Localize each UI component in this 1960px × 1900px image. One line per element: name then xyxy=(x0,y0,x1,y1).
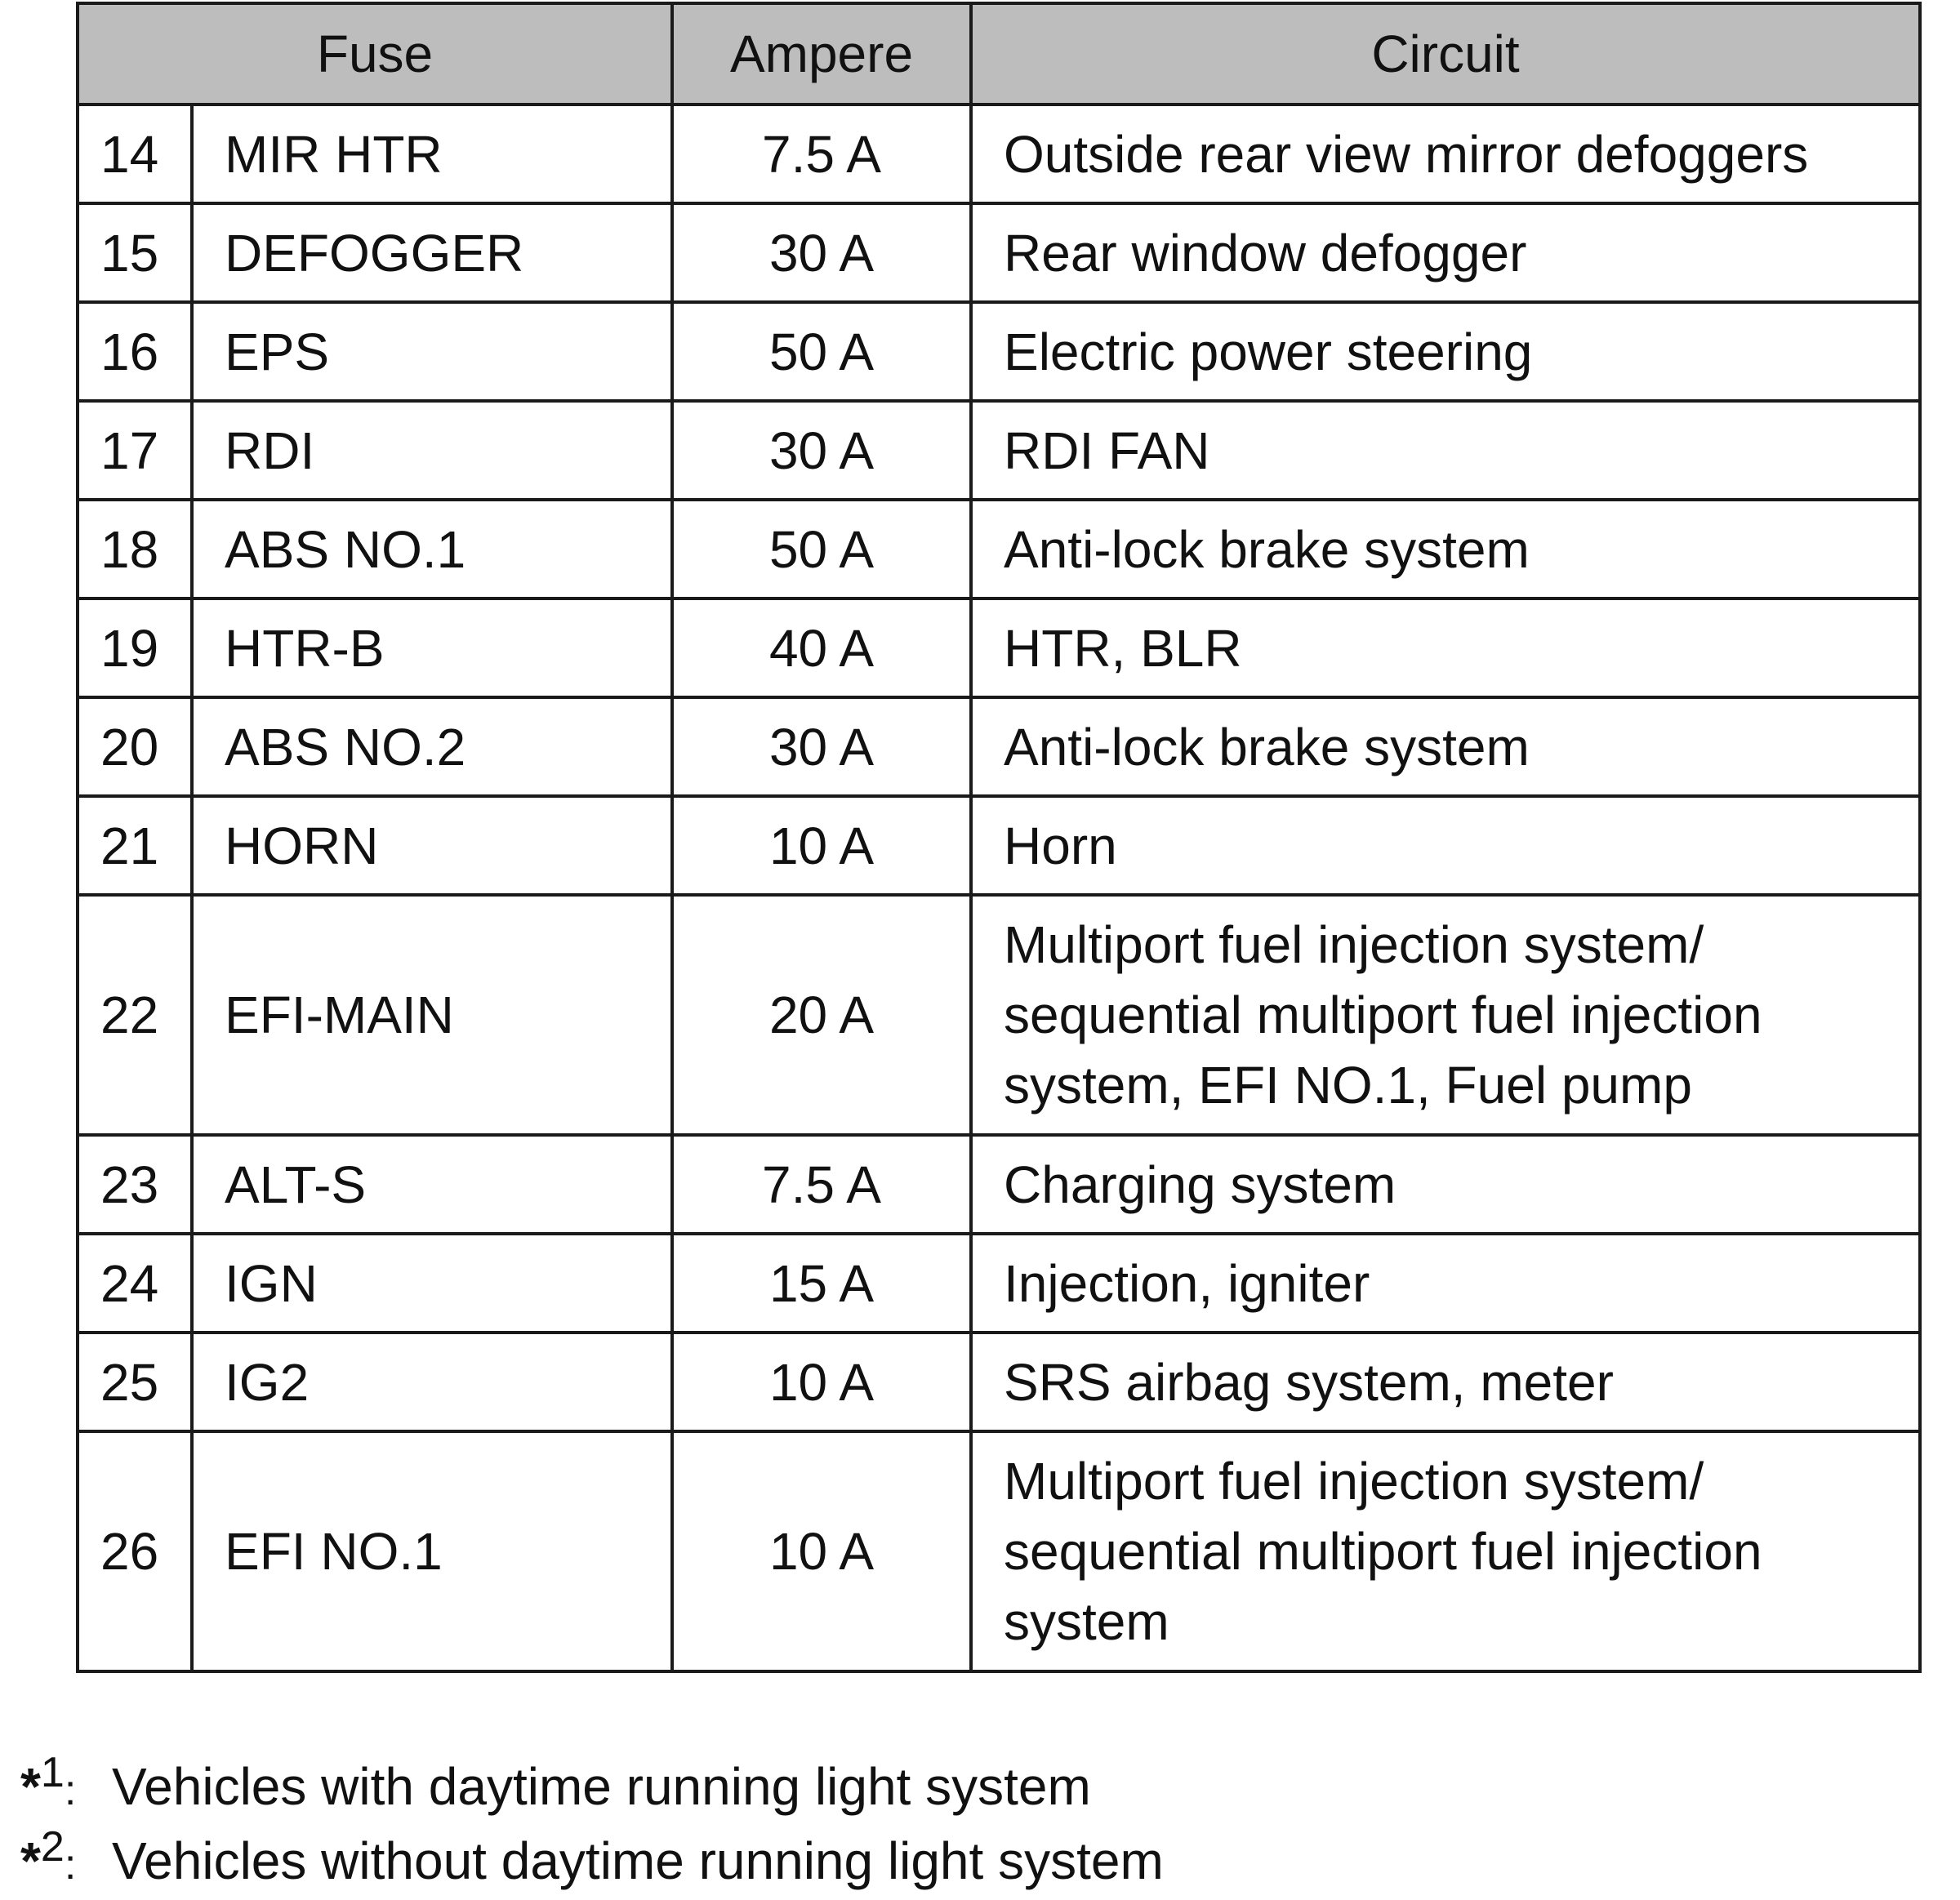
fuse-number: 16 xyxy=(78,302,192,401)
fuse-number: 20 xyxy=(78,697,192,796)
fuse-table xyxy=(76,2,1922,1673)
fuse-name: RDI xyxy=(192,401,672,500)
fuse-circuit: Multiport fuel injection system/ sequential multiport fuel injection system xyxy=(971,1431,1920,1671)
fuse-number: 18 xyxy=(78,500,192,598)
header-ampere: Ampere xyxy=(672,3,971,105)
table-row xyxy=(78,500,1920,598)
fuse-circuit: Rear window defogger xyxy=(971,203,1920,302)
fuse-name: ABS NO.2 xyxy=(192,697,672,796)
fuse-circuit: Horn xyxy=(971,796,1920,895)
fuse-circuit: Outside rear view mirror defoggers xyxy=(971,105,1920,203)
footnote-text: Vehicles with daytime running light system xyxy=(112,1757,1091,1816)
table-row xyxy=(78,1431,1920,1671)
fuse-ampere: 10 A xyxy=(672,1431,971,1671)
fuse-circuit: RDI FAN xyxy=(971,401,1920,500)
table-row xyxy=(78,1135,1920,1234)
fuse-name: EFI NO.1 xyxy=(192,1431,672,1671)
table-row xyxy=(78,796,1920,895)
fuse-circuit: Charging system xyxy=(971,1135,1920,1234)
fuse-number: 21 xyxy=(78,796,192,895)
footnote-marker xyxy=(20,1823,112,1900)
asterisk-icon: * xyxy=(20,1757,41,1816)
footnotes xyxy=(20,1751,1899,1900)
fuse-name: ALT-S xyxy=(192,1135,672,1234)
asterisk-icon: * xyxy=(20,1831,41,1890)
fuse-name: IGN xyxy=(192,1234,672,1333)
fuse-name: EPS xyxy=(192,302,672,401)
table-row xyxy=(78,598,1920,697)
fuse-number: 22 xyxy=(78,895,192,1135)
fuse-ampere: 30 A xyxy=(672,697,971,796)
fuse-ampere: 10 A xyxy=(672,796,971,895)
table-row xyxy=(78,895,1920,1135)
footnote xyxy=(20,1751,1899,1826)
fuse-circuit: Multiport fuel injection system/ sequential multiport fuel injection system, EFI NO.1, Fuel pump xyxy=(971,895,1920,1135)
fuse-number: 24 xyxy=(78,1234,192,1333)
header-circuit: Circuit xyxy=(971,3,1920,105)
table-row xyxy=(78,1333,1920,1431)
fuse-name: IG2 xyxy=(192,1333,672,1431)
fuse-number: 14 xyxy=(78,105,192,203)
fuse-circuit: Injection, igniter xyxy=(971,1234,1920,1333)
table-row xyxy=(78,105,1920,203)
fuse-circuit: Anti-lock brake system xyxy=(971,500,1920,598)
table-row xyxy=(78,697,1920,796)
footnote-number: 2 xyxy=(40,1823,65,1871)
fuse-name: HORN xyxy=(192,796,672,895)
fuse-number: 19 xyxy=(78,598,192,697)
table-row xyxy=(78,1234,1920,1333)
fuse-ampere: 30 A xyxy=(672,203,971,302)
header-fuse: Fuse xyxy=(78,3,672,105)
fuse-name: DEFOGGER xyxy=(192,203,672,302)
footnote-text: Vehicles without daytime running light system xyxy=(112,1831,1164,1890)
fuse-name: ABS NO.1 xyxy=(192,500,672,598)
footnote-marker xyxy=(20,1751,112,1826)
fuse-number: 17 xyxy=(78,401,192,500)
fuse-name: MIR HTR xyxy=(192,105,672,203)
fuse-circuit: HTR, BLR xyxy=(971,598,1920,697)
footnote-colon: : xyxy=(64,1841,77,1889)
fuse-ampere: 40 A xyxy=(672,598,971,697)
footnote-number: 1 xyxy=(40,1749,65,1796)
footnote xyxy=(20,1823,1899,1900)
fuse-ampere: 10 A xyxy=(672,1333,971,1431)
fuse-circuit: Electric power steering xyxy=(971,302,1920,401)
fuse-number: 25 xyxy=(78,1333,192,1431)
fuse-ampere: 30 A xyxy=(672,401,971,500)
fuse-number: 26 xyxy=(78,1431,192,1671)
fuse-circuit: SRS airbag system, meter xyxy=(971,1333,1920,1431)
fuse-ampere: 50 A xyxy=(672,500,971,598)
fuse-ampere: 50 A xyxy=(672,302,971,401)
table-row xyxy=(78,203,1920,302)
fuse-circuit: Anti-lock brake system xyxy=(971,697,1920,796)
fuse-number: 23 xyxy=(78,1135,192,1234)
table-row xyxy=(78,401,1920,500)
footnote-colon: : xyxy=(64,1767,77,1814)
fuse-name: HTR-B xyxy=(192,598,672,697)
fuse-name: EFI-MAIN xyxy=(192,895,672,1135)
table-header-row xyxy=(78,3,1920,105)
fuse-ampere: 7.5 A xyxy=(672,105,971,203)
fuse-number: 15 xyxy=(78,203,192,302)
fuse-ampere: 20 A xyxy=(672,895,971,1135)
table-row xyxy=(78,302,1920,401)
fuse-ampere: 7.5 A xyxy=(672,1135,971,1234)
fuse-ampere: 15 A xyxy=(672,1234,971,1333)
